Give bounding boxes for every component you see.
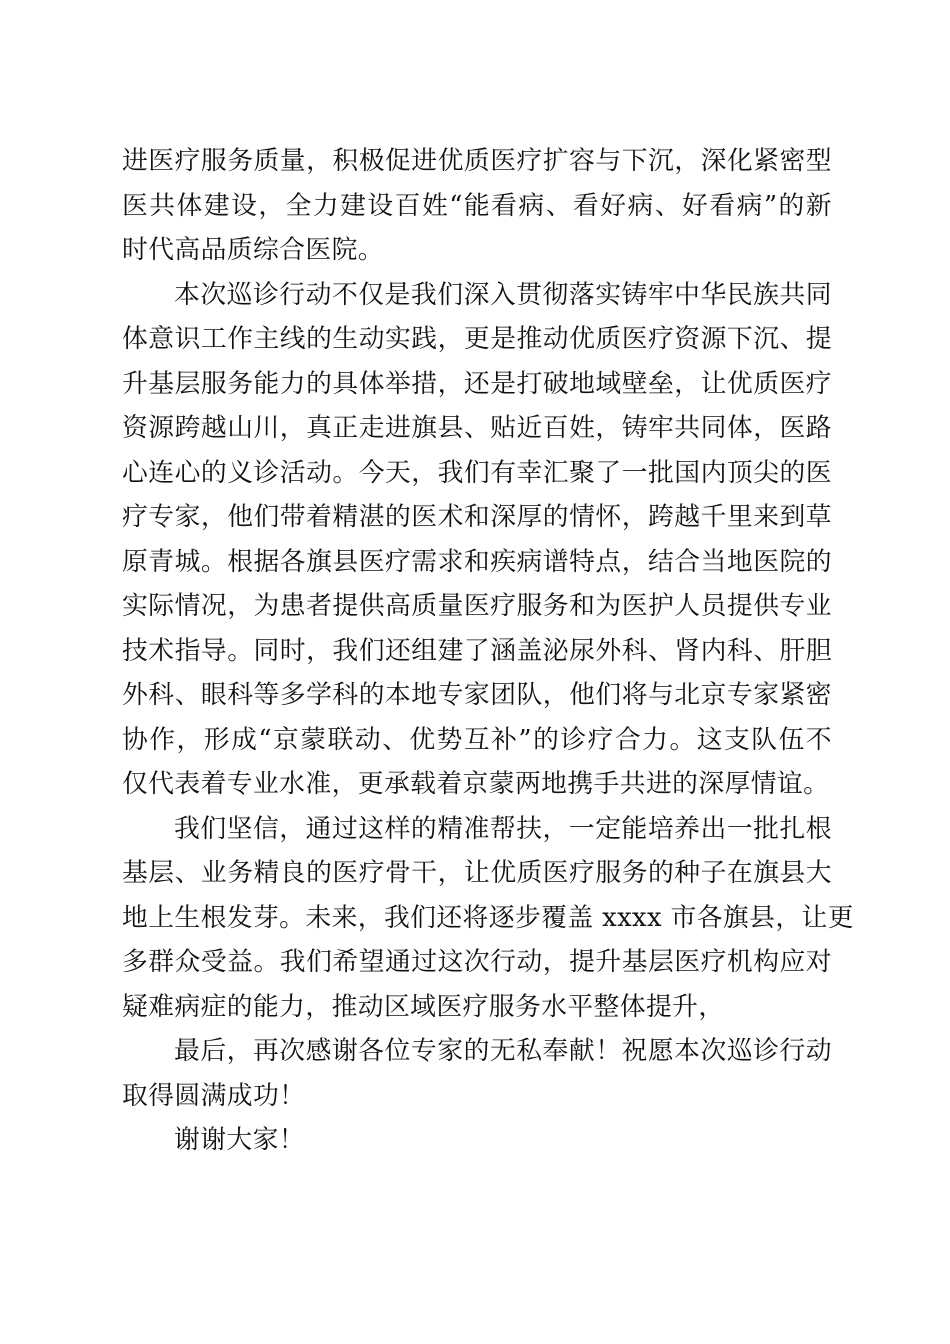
text-line: 时代高品质综合医院。 <box>122 235 384 265</box>
closing-line: 谢谢大家！ <box>174 1125 305 1155</box>
text-line: 疗专家，他们带着精湛的医术和深厚的情怀，跨越千里来到草 <box>122 502 832 532</box>
text-line: 技术指导。同时，我们还组建了涵盖泌尿外科、肾内科、肝胆 <box>122 635 832 666</box>
text-line: 体意识工作主线的生动实践，更是推动优质医疗资源下沉、提 <box>122 324 832 354</box>
text-line: 地上生根发芽。未来，我们还将逐步覆盖 xxxx 市各旗县，让更 <box>122 902 854 933</box>
text-line: 外科、眼科等多学科的本地专家团队，他们将与北京专家紧密 <box>122 680 832 710</box>
text-line: 仅代表着专业水准，更承载着京蒙两地携手共进的深厚情谊。 <box>122 769 830 799</box>
text-line: 心连心的义诊活动。今天，我们有幸汇聚了一批国内顶尖的医 <box>122 457 832 488</box>
text-line: 疑难病症的能力，推动区域医疗服务水平整体提升， <box>122 991 725 1022</box>
paragraph-start-line: 我们坚信，通过这样的精准帮扶，一定能培养出一批扎根 <box>174 813 832 844</box>
text-line: 原青城。根据各旗县医疗需求和疾病谱特点，结合当地医院的 <box>122 546 832 577</box>
text-line: 协作，形成“京蒙联动、优势互补”的诊疗合力。这支队伍不 <box>122 724 832 755</box>
text-line: 基层、业务精良的医疗骨干，让优质医疗服务的种子在旗县大 <box>122 858 832 888</box>
speech-body <box>122 139 854 1163</box>
text-line: 医共体建设，全力建设百姓“能看病、看好病、好看病”的新 <box>122 190 832 221</box>
text-line: 取得圆满成功！ <box>122 1080 306 1111</box>
text-line: 多群众受益。我们希望通过这次行动，提升基层医疗机构应对 <box>122 947 832 977</box>
text-line: 进医疗服务质量，积极促进优质医疗扩容与下沉，深化紧密型 <box>122 146 832 176</box>
paragraph-start-line: 本次巡诊行动不仅是我们深入贯彻落实铸牢中华民族共同 <box>174 279 832 310</box>
text-line: 实际情况，为患者提供高质量医疗服务和为医护人员提供专业 <box>122 591 832 621</box>
text-line: 资源跨越山川，真正走进旗县、贴近百姓，铸牢共同体，医路 <box>122 413 832 443</box>
paragraph-start-line: 最后，再次感谢各位专家的无私奉献！祝愿本次巡诊行动 <box>174 1036 832 1066</box>
text-line: 升基层服务能力的具体举措，还是打破地域壁垒，让优质医疗 <box>122 368 832 399</box>
